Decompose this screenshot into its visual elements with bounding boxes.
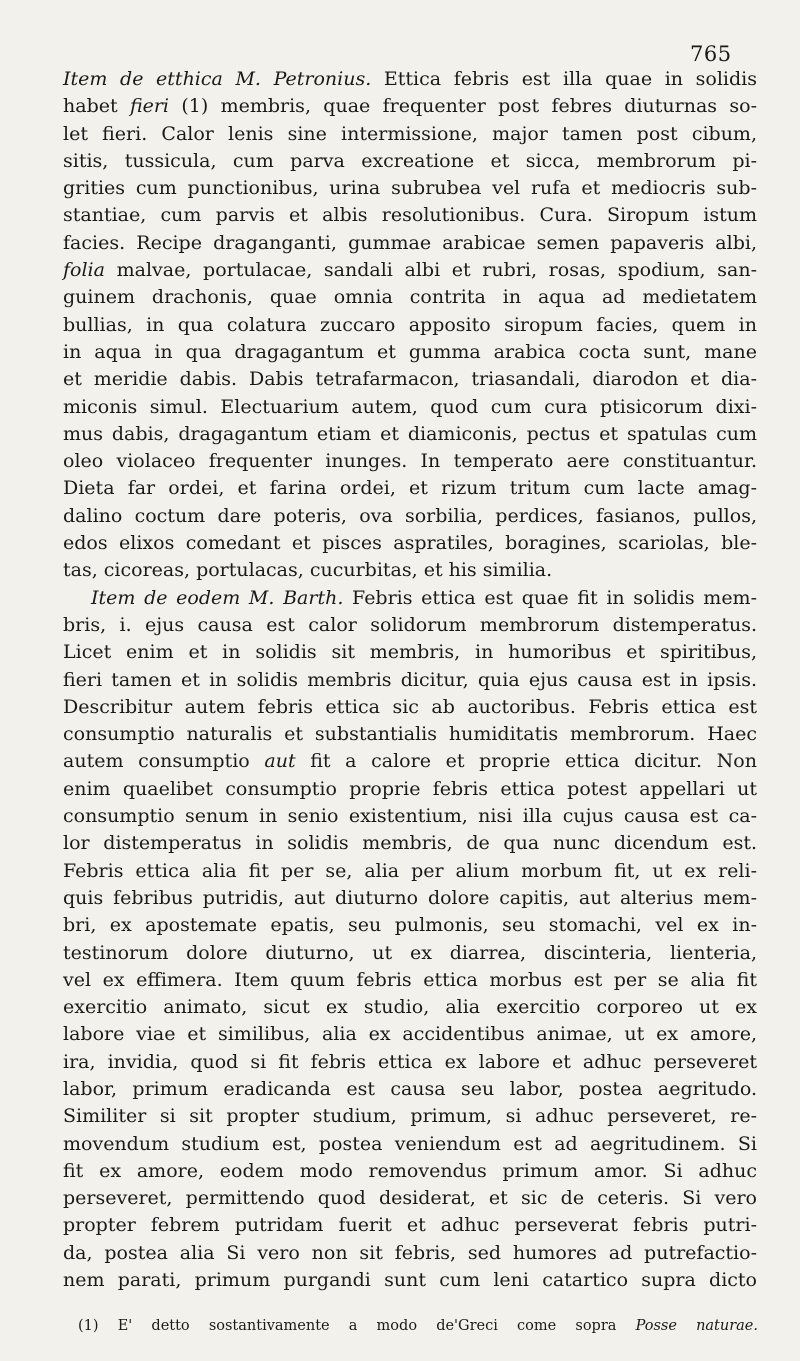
text-run: Febris ettica est quae fit in solidis mem- bbox=[343, 586, 757, 609]
text-run: Ettica febris est illa quae in solidis bbox=[371, 68, 757, 90]
text-run: habet bbox=[63, 95, 130, 118]
italic-text: aut bbox=[264, 750, 296, 773]
text-run: Dieta far ordei, et farina ordei, et rizum tritum cum lacte amag- bbox=[63, 477, 757, 500]
text-line bbox=[63, 1267, 757, 1294]
text-run: labore viae et similibus, alia ex accidentibus animae, ut ex amore, bbox=[63, 1023, 757, 1046]
footnote-text: E' detto sostantivamente a modo de'Greci come sopra bbox=[98, 1318, 636, 1334]
text-line bbox=[63, 748, 757, 775]
text-run: nem parati, primum purgandi sunt cum leni catartico supra dicto bbox=[63, 1269, 757, 1292]
text-run: consumptio senum in senio existentium, nisi illa cujus causa est ca- bbox=[63, 805, 757, 828]
text-run: malvae, portulacae, sandali albi et rubri, rosas, spodium, san- bbox=[104, 259, 757, 282]
text-line bbox=[63, 230, 757, 257]
text-run: fit a calore et proprie ettica dicitur. Non bbox=[295, 750, 757, 773]
text-line bbox=[63, 1185, 757, 1212]
text-run: quis febribus putridis, aut diuturno dolore capitis, aut alterius mem- bbox=[63, 886, 757, 909]
text-run: sitis, tussicula, cum parva excreatione et sicca, membrorum pi- bbox=[63, 149, 757, 172]
text-line bbox=[63, 1212, 757, 1239]
text-run: dalino coctum dare poteris, ova sorbilia, perdices, fasianos, pullos, bbox=[63, 504, 757, 527]
text-line bbox=[63, 93, 757, 120]
text-run: vel ex effimera. Item quum febris ettica morbus est per se alia fit bbox=[63, 968, 757, 991]
text-line bbox=[63, 858, 757, 885]
text-line bbox=[63, 994, 757, 1021]
text-line bbox=[63, 503, 757, 530]
text-run: stantiae, cum parvis et albis resolutionibus. Cura. Siropum istum bbox=[63, 204, 757, 227]
text-run: consumptio naturalis et substantialis humiditatis membrorum. Haec bbox=[63, 723, 757, 746]
text-line bbox=[63, 776, 757, 803]
text-run: Febris ettica alia fit per se, alia per alium morbum fit, ut ex reli- bbox=[63, 859, 757, 882]
text-run: bullias, in qua colatura zuccaro apposito siropum facies, quem in bbox=[63, 313, 757, 336]
text-line bbox=[63, 202, 757, 229]
text-run: in aqua in qua dragagantum et gumma arabica cocta sunt, mane bbox=[63, 340, 757, 363]
text-run: let fieri. Calor lenis sine intermissione, major tamen post cibum, bbox=[63, 122, 757, 145]
text-line bbox=[63, 885, 757, 912]
text-line bbox=[63, 1021, 757, 1048]
italic-text: Item de eodem M. Barth. bbox=[91, 586, 344, 609]
text-line bbox=[63, 121, 757, 148]
text-line bbox=[63, 448, 757, 475]
text-run: et meridie dabis. Dabis tetrafarmacon, triasandali, diarodon et dia- bbox=[63, 368, 757, 391]
italic-text: folia bbox=[63, 259, 105, 282]
text-line bbox=[63, 339, 757, 366]
italic-text: fieri bbox=[129, 95, 170, 118]
text-run: oleo violaceo frequenter inunges. In temperato aere constituantur. bbox=[63, 450, 757, 473]
text-run: Licet enim et in solidis sit membris, in humoribus et spiritibus, bbox=[63, 641, 757, 664]
text-line bbox=[63, 612, 757, 639]
text-line bbox=[63, 394, 757, 421]
text-run: Describitur autem febris ettica sic ab auctoribus. Febris ettica est bbox=[63, 695, 757, 718]
text-line bbox=[63, 284, 757, 311]
text-run: tas, cicoreas, portulacas, cucurbitas, et his similia. bbox=[63, 559, 553, 582]
text-run: enim quaelibet consumptio proprie febris ettica potest appellari ut bbox=[63, 777, 757, 800]
text-run: movendum studium est, postea veniendum est ad aegritudinem. Si bbox=[63, 1132, 757, 1155]
text-line bbox=[63, 1049, 757, 1076]
text-run: lor distemperatus in solidis membris, de qua nunc dicendum est. bbox=[63, 832, 757, 855]
text-line bbox=[63, 148, 757, 175]
text-line bbox=[63, 557, 757, 584]
text-run: perseveret, permittendo quod desiderat, et sic de ceteris. Si vero bbox=[63, 1187, 757, 1210]
text-line bbox=[63, 1158, 757, 1185]
text-line bbox=[63, 667, 757, 694]
text-line bbox=[63, 66, 757, 93]
text-line bbox=[63, 366, 757, 393]
text-run: guinem drachonis, quae omnia contrita in aqua ad medietatem bbox=[63, 286, 757, 309]
text-line bbox=[63, 1240, 757, 1267]
text-run: miconis simul. Electuarium autem, quod cum cura ptisicorum dixi- bbox=[63, 395, 757, 418]
text-run: Similiter si sit propter studium, primum, si adhuc perseveret, re- bbox=[63, 1105, 757, 1128]
text-line bbox=[63, 1103, 757, 1130]
italic-text: Item de etthica M. Petronius. bbox=[63, 68, 372, 90]
text-line bbox=[63, 940, 757, 967]
text-line bbox=[63, 912, 757, 939]
text-run: propter febrem putridam fuerit et adhuc perseverat febris putri- bbox=[63, 1214, 757, 1237]
body-text bbox=[63, 66, 757, 1294]
text-line bbox=[63, 639, 757, 666]
page-number: 765 bbox=[690, 42, 732, 66]
text-line bbox=[63, 175, 757, 202]
text-line bbox=[63, 475, 757, 502]
footnote-italic: Posse naturae. bbox=[635, 1318, 758, 1334]
text-line bbox=[63, 257, 757, 284]
text-run: (1) membris, quae frequenter post febres diuturnas so- bbox=[169, 95, 757, 118]
text-line bbox=[63, 1131, 757, 1158]
text-line bbox=[63, 721, 757, 748]
text-line bbox=[63, 967, 757, 994]
text-line bbox=[63, 803, 757, 830]
text-run: edos elixos comedant et pisces aspratiles, boragines, scariolas, ble- bbox=[63, 532, 757, 555]
text-run: autem consumptio bbox=[63, 750, 265, 773]
text-run: da, postea alia Si vero non sit febris, sed humores ad putrefactio- bbox=[63, 1241, 757, 1264]
text-line bbox=[63, 694, 757, 721]
text-run: bri, ex apostemate epatis, seu pulmonis, seu stomachi, vel ex in- bbox=[63, 914, 757, 937]
text-line bbox=[63, 530, 757, 557]
text-run: mus dabis, dragagantum etiam et diamiconis, pectus et spatulas cum bbox=[63, 422, 757, 445]
text-run: fieri tamen et in solidis membris dicitur, quia ejus causa est in ipsis. bbox=[63, 668, 757, 691]
text-line bbox=[63, 421, 757, 448]
text-run: ira, invidia, quod si fit febris ettica ex labore et adhuc perseveret bbox=[63, 1050, 757, 1073]
text-line bbox=[63, 830, 757, 857]
footnote-marker: (1) bbox=[78, 1318, 99, 1334]
text-run: fit ex amore, eodem modo removendus primum amor. Si adhuc bbox=[63, 1159, 757, 1182]
footnote bbox=[78, 1318, 758, 1334]
text-run: facies. Recipe draganganti, gummae arabicae semen papaveris albi, bbox=[63, 231, 757, 254]
text-run: labor, primum eradicanda est causa seu labor, postea aegritudo. bbox=[63, 1077, 757, 1100]
text-run: bris, i. ejus causa est calor solidorum membrorum distemperatus. bbox=[63, 613, 757, 636]
text-run: grities cum punctionibus, urina subrubea vel rufa et mediocris sub- bbox=[63, 177, 757, 200]
text-line bbox=[63, 585, 757, 612]
text-run: testinorum dolore diuturno, ut ex diarrea, discinteria, lienteria, bbox=[63, 941, 757, 964]
text-line bbox=[63, 312, 757, 339]
text-line bbox=[63, 1076, 757, 1103]
text-run: exercitio animato, sicut ex studio, alia exercitio corporeo ut ex bbox=[63, 996, 757, 1019]
